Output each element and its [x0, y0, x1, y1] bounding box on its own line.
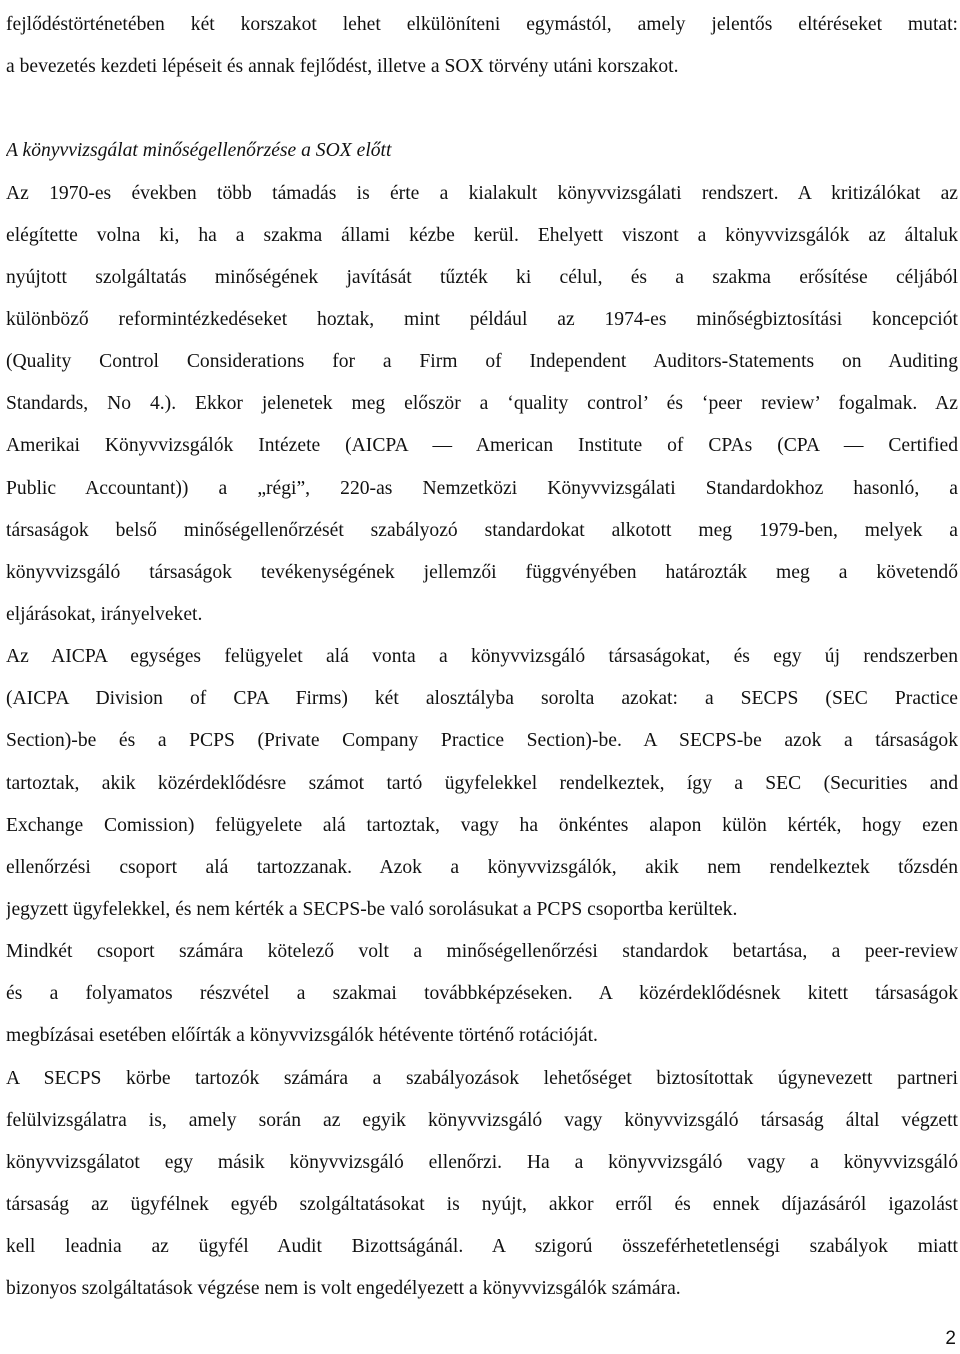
- text-line: elégítette volna ki, ha a szakma állami kézbe kerül. Ehelyett viszont a könyvvizsgálók az általuk: [6, 224, 958, 246]
- page-number: 2: [945, 1328, 956, 1349]
- text-line: A SECPS körbe tartozók számára a szabályozások lehetőséget biztosítottak úgynevezett partneri: [6, 1067, 958, 1089]
- text-line: társaság az ügyfélnek egyéb szolgáltatásokat is nyújt, akkor erről és ennek díjazásáról igazolást: [6, 1193, 958, 1215]
- text-line: Public Accountant)) a „régi”, 220-as Nemzetközi Könyvvizsgálati Standardokhoz hasonló, a: [6, 477, 958, 499]
- text-line: Az AICPA egységes felügyelet alá vonta a könyvvizsgáló társaságokat, és egy új rendszerben: [6, 646, 958, 668]
- text-line: tartoztak, akik közérdeklődésre számot tartó ügyfelekkel rendelkeztek, így a SEC (Securities and: [6, 772, 958, 794]
- text-line: Amerikai Könyvvizsgálók Intézete (AICPA ― American Institute of CPAs (CPA ― Certified: [6, 435, 958, 457]
- text-line: Exchange Comission) felügyelete alá tartoztak, vagy ha önkéntes alapon külön kérték, hogy ezen: [6, 814, 958, 836]
- text-line: Standards, No 4.). Ekkor jelenetek meg először a ‘quality control’ és ‘peer review’ fogalmak. Az: [6, 393, 958, 415]
- text-line: fejlődéstörténetében két korszakot lehet elkülöníteni egymástól, amely jelentős eltéréseket mutat:: [6, 14, 958, 35]
- text-line: felülvizsgálatra is, amely során az egyik könyvvizsgáló vagy könyvvizsgáló társaság által végzett: [6, 1109, 958, 1131]
- text-line: megbízásai esetében előírták a könyvvizsgálók hétévente történő rotációját.: [6, 1025, 598, 1047]
- text-line: a bevezetés kezdeti lépéseit és annak fejlődést, illetve a SOX törvény utáni korszakot.: [6, 56, 679, 78]
- text-line: Section)-be és a PCPS (Private Company Practice Section)-be. A SECPS-be azok a társaságok: [6, 730, 958, 752]
- text-line: és a folyamatos részvétel a szakmai továbbképzéseken. A közérdeklődésnek kitett társaságok: [6, 983, 958, 1005]
- text-line: különböző reformintézkedéseket hoztak, mint például az 1974-es minőségbiztosítási koncepciót: [6, 308, 958, 330]
- text-line: társaságok belső minőségellenőrzését szabályozó standardokat alkotott meg 1979-ben, melyek a: [6, 519, 958, 541]
- section-heading: A könyvvizsgálat minőségellenőrzése a SOX előtt: [6, 140, 392, 162]
- text-line: Az 1970-es években több támadás is érte a kialakult könyvvizsgálati rendszert. A kritizálókat az: [6, 182, 958, 204]
- text-line: bizonyos szolgáltatások végzése nem is volt engedélyezett a könyvvizsgálók számára.: [6, 1278, 681, 1300]
- text-line: könyvvizsgálatot egy másik könyvvizsgáló ellenőrzi. Ha a könyvvizsgáló vagy a könyvvizsgáló: [6, 1151, 958, 1173]
- text-line: jegyzett ügyfelekkel, és nem kérték a SECPS-be való sorolásukat a PCPS csoportba kerültek.: [6, 898, 738, 920]
- text-line: ellenőrzési csoport alá tartozzanak. Azok a könyvvizsgálók, akik nem rendelkeztek tőzsdén: [6, 856, 958, 878]
- text-line: (AICPA Division of CPA Firms) két alosztályba sorolta azokat: a SECPS (SEC Practice: [6, 688, 958, 710]
- text-line: Mindkét csoport számára kötelező volt a minőségellenőrzési standardok betartása, a peer-review: [6, 941, 958, 963]
- text-line: eljárásokat, irányelveket.: [6, 603, 203, 625]
- text-line: (Quality Control Considerations for a Firm of Independent Auditors-Statements on Auditing: [6, 351, 958, 373]
- text-line: kell leadnia az ügyfél Audit Bizottságánál. A szigorú összeférhetetlenségi szabályok miatt: [6, 1236, 958, 1258]
- text-line: könyvvizsgáló társaságok tevékenységének jellemzői függvényében határozták meg a követendő: [6, 561, 958, 583]
- text-line: nyújtott szolgáltatás minőségének javítását tűzték ki célul, és a szakma erősítése céljából: [6, 266, 958, 288]
- document-page: [6, 4, 958, 1310]
- blank-line: [6, 88, 958, 130]
